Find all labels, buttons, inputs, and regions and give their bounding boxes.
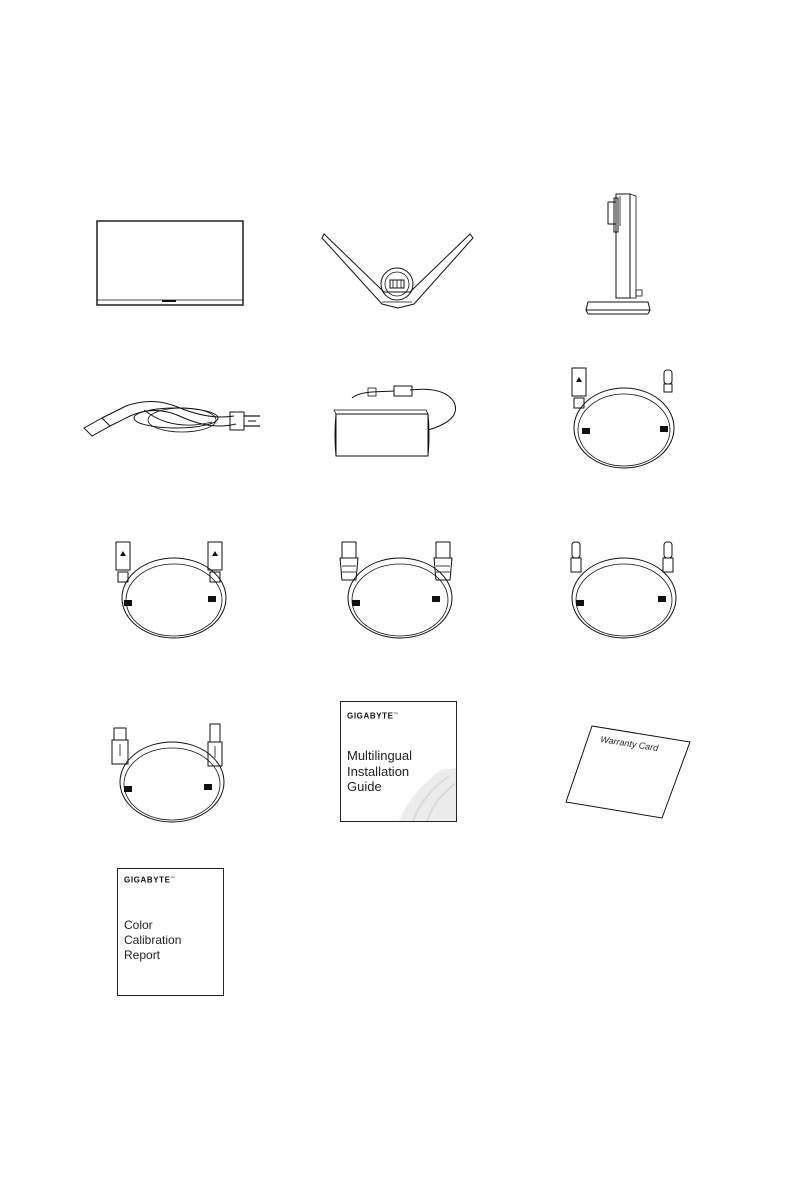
report-brand-logo: GIGABYTE™ — [124, 875, 176, 885]
installation-guide-booklet — [340, 701, 457, 822]
guide-title-line: Installation — [347, 763, 410, 779]
stand-arm-illustration — [584, 190, 654, 320]
power-cord-illustration — [84, 392, 264, 448]
power-adapter-illustration — [332, 380, 464, 464]
displayport-cable-illustration — [108, 536, 238, 640]
warranty-card-label: Warranty Card — [599, 734, 659, 754]
report-title-line: Report — [124, 948, 161, 962]
monitor-panel-illustration — [96, 220, 246, 308]
guide-title-line: Guide — [347, 779, 382, 794]
color-calibration-report — [117, 868, 224, 996]
usb-cable-illustration — [106, 720, 236, 824]
usb-c-cable-illustration — [562, 536, 692, 640]
report-title — [124, 918, 181, 963]
report-title-line: Calibration — [124, 933, 182, 947]
report-title-line: Color — [124, 918, 153, 932]
guide-title-line: Multilingual — [347, 748, 413, 763]
hdmi-cable-illustration — [336, 536, 466, 640]
warranty-card — [562, 722, 692, 822]
guide-brand-logo: GIGABYTE™ — [347, 711, 399, 721]
guide-title — [347, 748, 412, 795]
displayport-to-usb-c-cable-illustration — [558, 362, 688, 472]
stand-base-illustration — [320, 232, 475, 312]
